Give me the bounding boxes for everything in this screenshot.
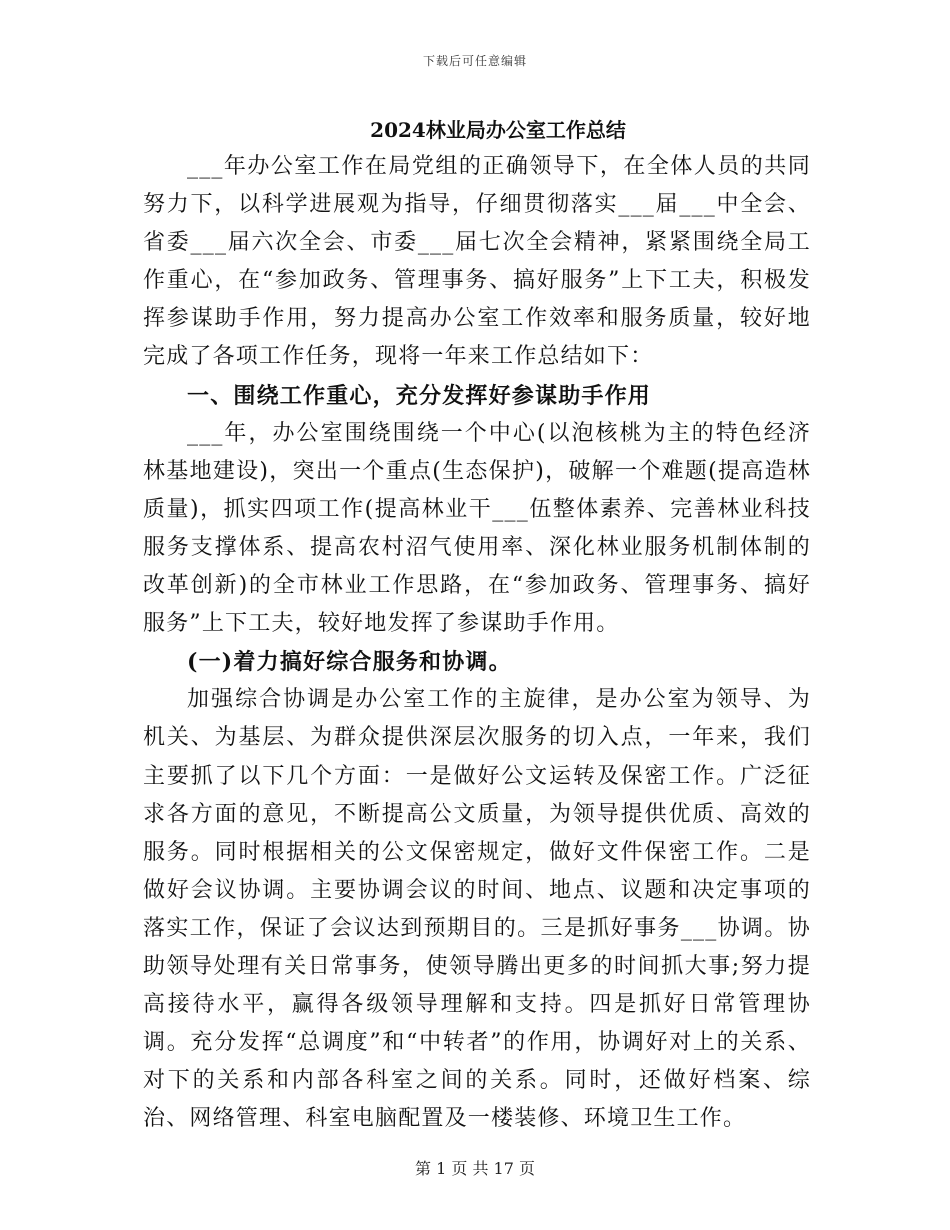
document-body	[143, 112, 811, 1138]
document-title: 2024林业局办公室工作总结	[370, 118, 626, 142]
header-note: 下载后可任意编辑	[422, 54, 527, 68]
intro-paragraph: ___年办公室工作在局党组的正确领导下，在全体人员的共同努力下，以科学进展观为指导，仔细贯彻落实___届___中全会、省委___届六次全会、市委___届七次全会精神，紧紧围绕全局工作重心，在“参加政务、管理事务、搞好服务”上下工夫，积极发挥参谋助手作用，努力提高办公室工作效率和服务质量，较好地完成了各项工作任务，现将一年来工作总结如下：	[143, 154, 811, 370]
subsection-paragraph-1: 加强综合协调是办公室工作的主旋律，是办公室为领导、为机关、为基层、为群众提供深层次服务的切入点，一年来，我们主要抓了以下几个方面：一是做好公文运转及保密工作。广泛征求各方面的意见，不断提高公文质量，为领导提供优质、高效的服务。同时根据相关的公文保密规定，做好文件保密工作。二是做好会议协调。主要协调会议的时间、地点、议题和决定事项的落实工作，保证了会议达到预期目的。三是抓好事务___协调。协助领导处理有关日常事务，使领导腾出更多的时间抓大事;努力提高接待水平，赢得各级领导理解和支持。四是抓好日常管理协调。充分发挥“总调度”和“中转者”的作用，协调好对上的关系、对下的关系和内部各科室之间的关系。同时，还做好档案、综治、网络管理、科室电脑配置及一楼装修、环境卫生工作。	[143, 687, 811, 1132]
subsection-heading-1: (一)着力搞好综合服务和协调。	[187, 649, 512, 676]
section-paragraph-1: ___年，办公室围绕围绕一个中心(以泡核桃为主的特色经济林基地建设)，突出一个重点(生态保护)，破解一个难题(提高造林质量)，抓实四项工作(提高林业干___伍整体素养、完善林业科技服务支撑体系、提高农村沼气使用率、深化林业服务机制体制的改革创新)的全市林业工作思路，在“参加政务、管理事务、搞好服务”上下工夫，较好地发挥了参谋助手作用。	[143, 420, 811, 637]
page-number: 第 1 页 共 17 页	[415, 1159, 535, 1178]
section-heading-1: 一、围绕工作重心，充分发挥好参谋助手作用	[187, 382, 652, 409]
